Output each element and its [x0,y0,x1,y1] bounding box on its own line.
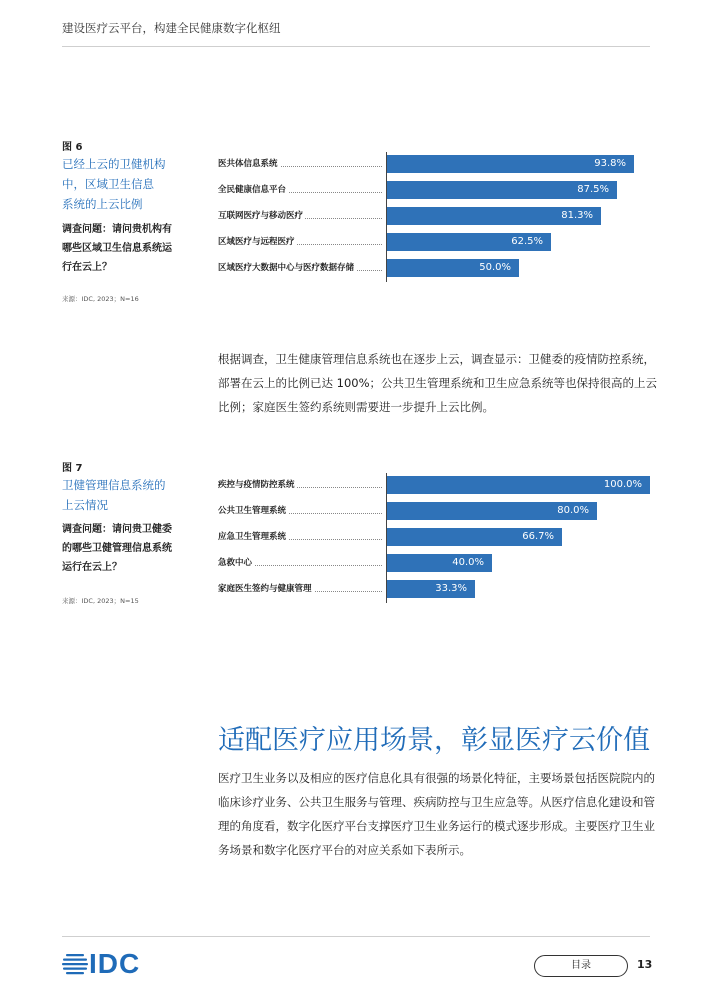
footer-divider [62,936,650,937]
figure-6-title-line: 系统的上云比例 [62,197,143,211]
idc-globe-icon [62,951,88,977]
figure6-category-label: 区域医疗与远程医疗 [218,237,295,247]
figure7-category-label: 家庭医生签约与健康管理 [218,584,312,594]
figure7-bar-row [218,501,658,521]
figure7-category-label: 疾控与疫情防控系统 [218,480,295,490]
figure-6-question-line: 调查问题：请问贵机构有 [62,224,172,235]
page-number: 13 [637,958,653,971]
figure7-value-label: 100.0% [603,479,642,490]
figure-6-label: 图 6 [62,142,83,153]
figure-6-bar-chart [218,152,658,282]
figure7-bar-row [218,475,658,495]
figure-6-title [62,154,197,214]
figure-6-title-line: 中，区域卫生信息 [62,177,154,191]
section-paragraph: 医疗卫生业务以及相应的医疗信息化具有很强的场景化特征，主要场景包括医院院内的临床诊疗业务、公共卫生服务与管理、疾病防控与卫生应急等。从医疗信息化建设和管理的角度看，数字化医疗平台支撑医疗卫生业务运行的模式逐步形成。主要医疗卫生业务场景和数字化医疗平台的对应关系如下表所示。 [218,771,655,857]
figure6-bar-row [218,258,658,278]
figure7-value-label: 40.0% [452,557,484,568]
figure-6-question-line: 哪些区域卫生信息系统运 [62,243,172,254]
figure-7-question-line: 调查问题：请问贵卫健委 [62,524,172,535]
figure6-value-label: 62.5% [511,236,543,247]
section-title: 适配医疗应用场景，彰显医疗云价值 [218,725,650,756]
figure6-bar-row [218,232,658,252]
figure-7-bar-chart [218,473,658,603]
figure6-bar-row [218,180,658,200]
figure-6-question-line: 行在云上？ [62,262,112,273]
figure-7-source: 来源：IDC, 2023；N=15 [62,597,139,605]
toc-button[interactable]: 目录 [534,955,628,977]
figure-7-title-line: 上云情况 [62,498,108,512]
figure7-bar-row [218,579,658,599]
figure-7-title [62,475,197,515]
figure6-value-label: 50.0% [479,262,511,273]
figure-6-title-line: 已经上云的卫健机构 [62,157,166,171]
figure-7-label: 图 7 [62,463,83,474]
figure-6-question [62,220,197,277]
figure7-category-label: 应急卫生管理系统 [218,532,287,542]
figure-7-title-line: 卫健管理信息系统的 [62,478,166,492]
figure-7-question-line: 的哪些卫健管理信息系统 [62,543,172,554]
figure6-category-label: 区域医疗大数据中心与医疗数据存储 [218,263,355,273]
figure-7-question-line: 运行在云上？ [62,562,122,573]
figure6-category-label: 全民健康信息平台 [218,185,287,195]
figure6-value-label: 81.3% [561,210,593,221]
running-header: 建设医疗云平台，构建全民健康数字化枢纽 [62,21,281,35]
figure6-value-label: 93.8% [594,158,626,169]
figure6-bar-row [218,206,658,226]
figure-6-source: 来源：IDC, 2023；N=16 [62,295,139,303]
figure6-category-label: 医共体信息系统 [218,159,278,169]
idc-logo-text: IDC [89,948,141,979]
figure7-category-label: 急救中心 [218,558,253,568]
figure6-bar-row [218,154,658,174]
figure-7-question [62,520,197,577]
figure7-value-label: 66.7% [522,531,554,542]
figure7-category-label: 公共卫生管理系统 [218,506,287,516]
figure7-value-label: 33.3% [435,583,467,594]
figure7-value-label: 80.0% [557,505,589,516]
header-divider [62,46,650,47]
figure7-bar-row [218,527,658,547]
figure6-category-label: 互联网医疗与移动医疗 [218,211,304,221]
figure6-value-label: 87.5% [577,184,609,195]
body-paragraph-1: 根据调查，卫生健康管理信息系统也在逐步上云，调查显示：卫健委的疫情防控系统，部署在云上的比例已达 100%；公共卫生管理系统和卫生应急系统等也保持很高的上云比例；家庭医生签约系统则需要进一步提升上云比例。 [218,352,658,414]
figure7-bar-row [218,553,658,573]
